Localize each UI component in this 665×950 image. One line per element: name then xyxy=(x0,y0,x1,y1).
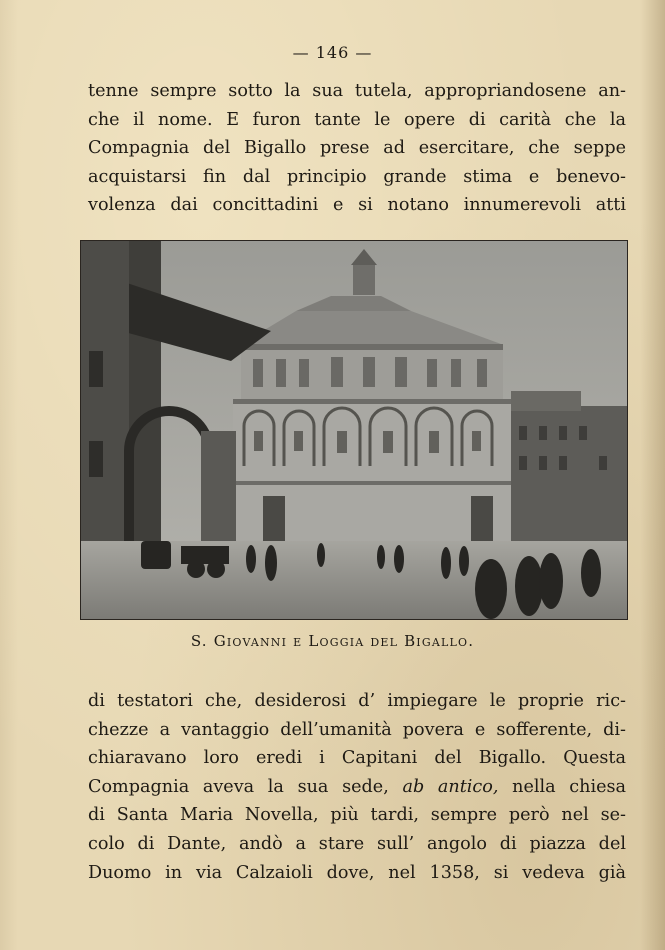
text-line: che il nome. E furon tante le opere di carità che la xyxy=(88,109,626,130)
text-line: chiaravano loro eredi i Capitani del Bigallo. Questa xyxy=(88,748,626,769)
text-line: chezze a vantaggio dell’umanità povera e sofferente, di- xyxy=(88,719,626,740)
paragraph-top xyxy=(88,77,626,220)
text-segment: Compagnia aveva la sua sede, xyxy=(88,776,389,797)
page-number: — 146 — xyxy=(292,43,373,62)
text-segment: nella chiesa xyxy=(512,776,627,797)
text-line: Duomo in via Calzaioli dove, nel 1358, si vedeva già xyxy=(88,862,626,883)
text-line: volenza dai concittadini e si notano innumerevoli atti xyxy=(88,195,626,216)
photograph-illustration xyxy=(81,241,627,619)
text-line: tenne sempre sotto la sua tutela, appropriandosene an- xyxy=(88,81,626,101)
text-line: di Santa Maria Novella, più tardi, sempre però nel se- xyxy=(88,805,626,826)
text-line: colo di Dante, andò a stare sull’ angolo di piazza del xyxy=(88,833,626,854)
text-line xyxy=(88,773,626,802)
italic-phrase: ab antico, xyxy=(402,776,499,797)
paragraph-bottom xyxy=(88,687,626,887)
figure-caption: S. Giovanni e Loggia del Bigallo. xyxy=(190,632,475,650)
text-line: Compagnia del Bigallo prese ad esercitare, che seppe xyxy=(88,138,626,159)
text-line: di testatori che, desiderosi d’ impiegare le proprie ric- xyxy=(88,691,626,711)
photograph-baptistery xyxy=(80,240,628,620)
text-line: acquistarsi fin dal principio grande stima e benevo- xyxy=(88,166,626,187)
